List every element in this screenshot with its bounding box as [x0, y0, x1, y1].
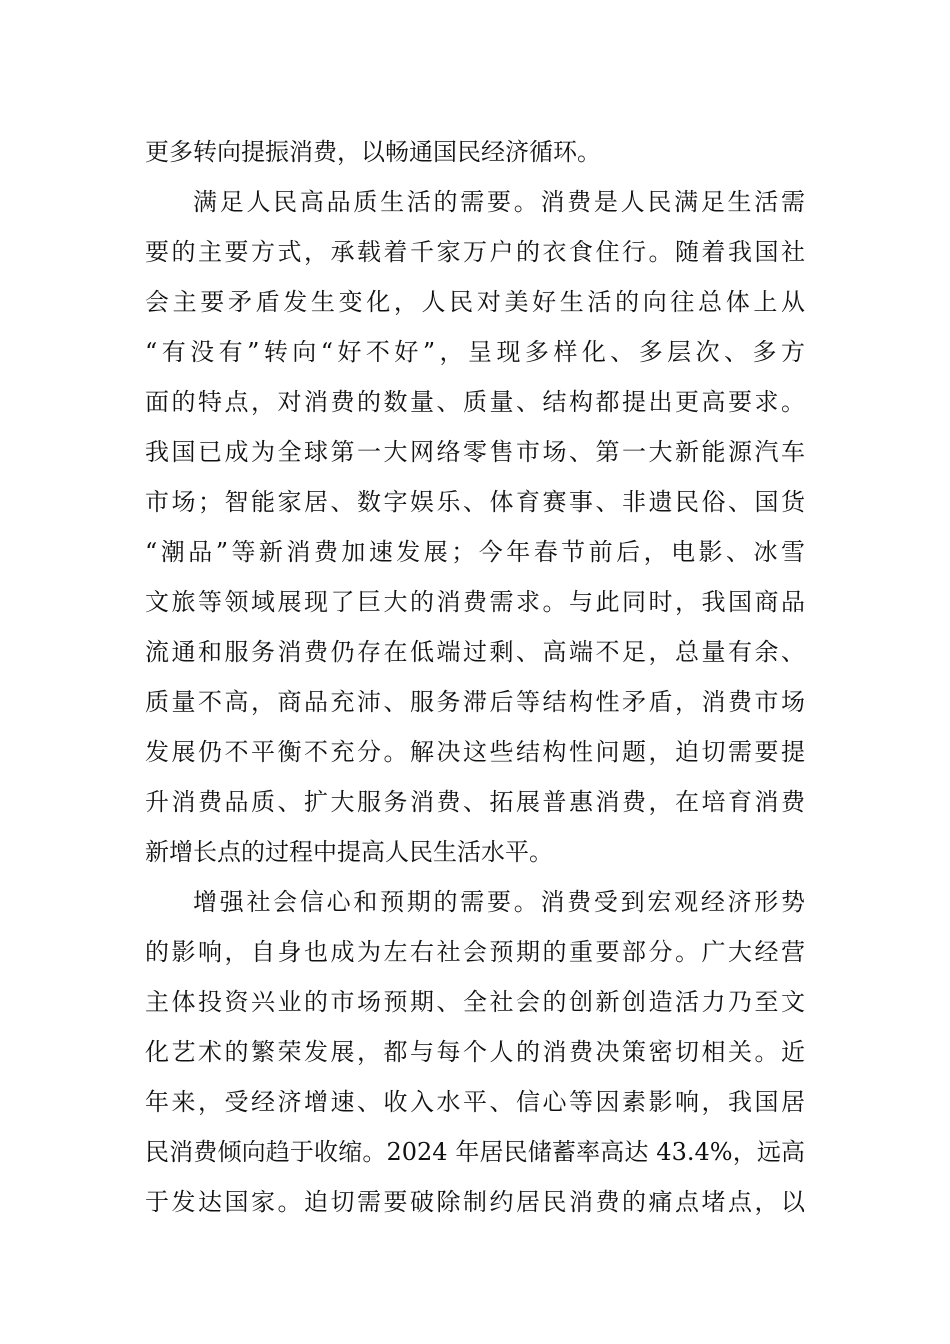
text-line: 文旅等领域展现了巨大的消费需求。与此同时，我国商品 — [145, 588, 805, 616]
text-line: 的影响，自身也成为左右社会预期的重要部分。广大经营 — [145, 938, 805, 966]
text-line: 主体投资兴业的市场预期、全社会的创新创造活力乃至文 — [145, 988, 805, 1016]
text-line: 化艺术的繁荣发展，都与每个人的消费决策密切相关。近 — [145, 1038, 805, 1066]
paragraph-heading-line: 满足人民高品质生活的需要。消费是人民满足生活需 — [193, 188, 805, 216]
text-line: 要的主要方式，承载着千家万户的衣食住行。随着我国社 — [145, 238, 805, 266]
text-line: 流通和服务消费仍存在低端过剩、高端不足，总量有余、 — [145, 638, 805, 666]
text-line: 面的特点，对消费的数量、质量、结构都提出更高要求。 — [145, 388, 805, 416]
text-line: 会主要矛盾发生变化，人民对美好生活的向往总体上从 — [145, 288, 805, 316]
text-line: “潮品”等新消费加速发展；今年春节前后，电影、冰雪 — [145, 538, 805, 566]
text-line: 市场；智能家居、数字娱乐、体育赛事、非遗民俗、国货 — [145, 488, 805, 516]
text-line: 我国已成为全球第一大网络零售市场、第一大新能源汽车 — [145, 438, 805, 466]
text-line: 新增长点的过程中提高人民生活水平。 — [145, 838, 553, 866]
text-line: 更多转向提振消费，以畅通国民经济循环。 — [145, 138, 601, 166]
text-line: 民消费倾向趋于收缩。2024 年居民储蓄率高达 43.4%，远高 — [145, 1138, 805, 1166]
text-line: 发展仍不平衡不充分。解决这些结构性问题，迫切需要提 — [145, 738, 805, 766]
text-line: 质量不高，商品充沛、服务滞后等结构性矛盾，消费市场 — [145, 688, 805, 716]
text-line: 升消费品质、扩大服务消费、拓展普惠消费，在培育消费 — [145, 788, 805, 816]
paragraph-heading-line: 增强社会信心和预期的需要。消费受到宏观经济形势 — [193, 888, 805, 916]
text-line: “有没有”转向“好不好”，呈现多样化、多层次、多方 — [145, 338, 805, 366]
text-line: 于发达国家。迫切需要破除制约居民消费的痛点堵点，以 — [145, 1188, 805, 1216]
text-line: 年来，受经济增速、收入水平、信心等因素影响，我国居 — [145, 1088, 805, 1116]
